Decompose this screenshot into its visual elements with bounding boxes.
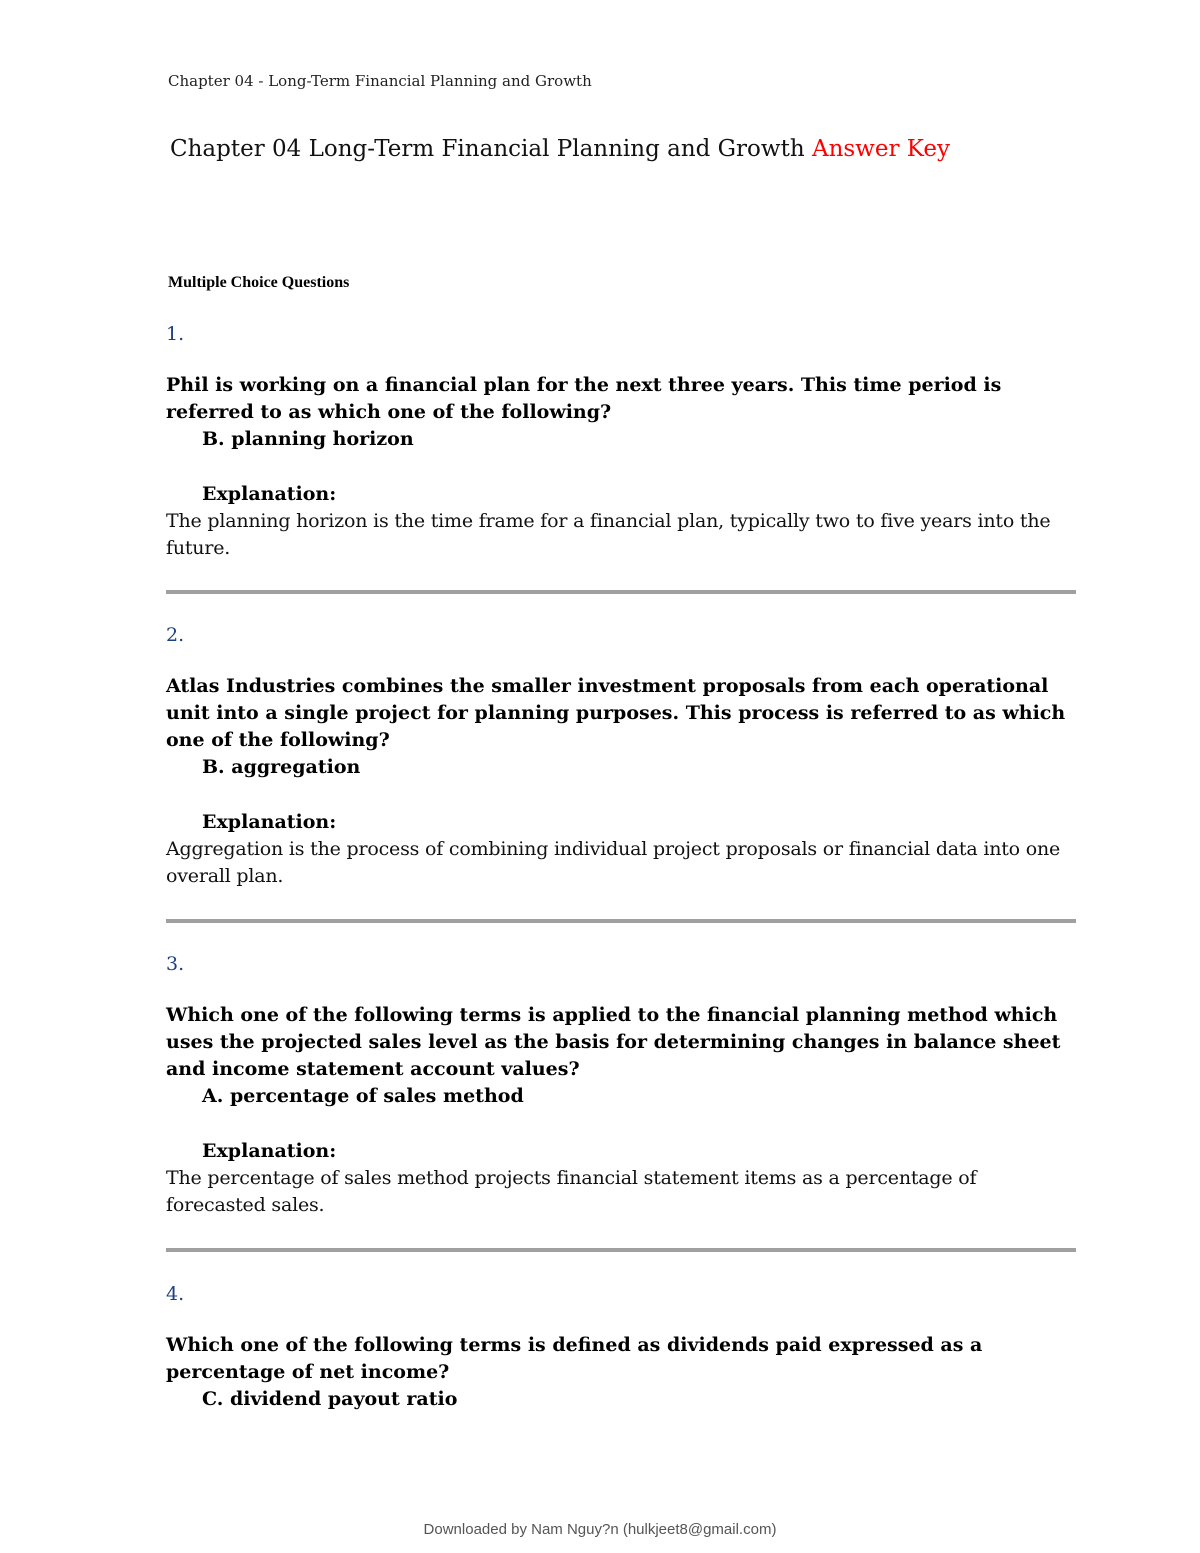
divider [166,590,1076,594]
question-answer: C. dividend payout ratio [202,1388,458,1410]
question-text: Phil is working on a financial plan for the next three years. This time period is referred to as which one of the following? [166,374,1002,423]
question-2 [166,621,1076,890]
question-answer: B. planning horizon [202,428,414,450]
question-1 [166,320,1076,562]
title-text: Chapter 04 Long-Term Financial Planning and Growth [170,136,805,162]
question-3 [166,950,1076,1219]
explanation-label: Explanation: [202,483,337,505]
question-text: Which one of the following terms is defined as dividends paid expressed as a percentage of net income? [166,1334,983,1383]
explanation-text: The percentage of sales method projects financial statement items as a percentage of forecasted sales. [166,1167,977,1216]
answer-key-label: Answer Key [811,136,950,162]
question-answer: A. percentage of sales method [202,1085,524,1107]
explanation-text: The planning horizon is the time frame for a financial plan, typically two to five years into the future. [166,510,1051,559]
question-number: 3. [166,953,185,975]
question-4 [166,1280,1076,1413]
question-number: 2. [166,624,185,646]
question-number: 1. [166,323,185,345]
download-footer: Downloaded by Nam Nguy?n (hulkjeet8@gmail.com) [423,1521,777,1538]
running-header: Chapter 04 - Long-Term Financial Planning and Growth [168,72,592,90]
explanation-label: Explanation: [202,811,337,833]
section-heading: Multiple Choice Questions [168,274,350,291]
question-number: 4. [166,1283,185,1305]
explanation-text: Aggregation is the process of combining individual project proposals or financial data into one overall plan. [166,838,1061,887]
question-text: Which one of the following terms is applied to the financial planning method which uses the projected sales level as the basis for determining changes in balance sheet and income statement account values? [166,1004,1061,1080]
question-answer: B. aggregation [202,756,361,778]
question-text: Atlas Industries combines the smaller investment proposals from each operational unit into a single project for planning purposes. This process is referred to as which one of the following? [166,675,1066,751]
page-title [170,136,950,162]
divider [166,919,1076,923]
explanation-label: Explanation: [202,1140,337,1162]
divider [166,1248,1076,1252]
